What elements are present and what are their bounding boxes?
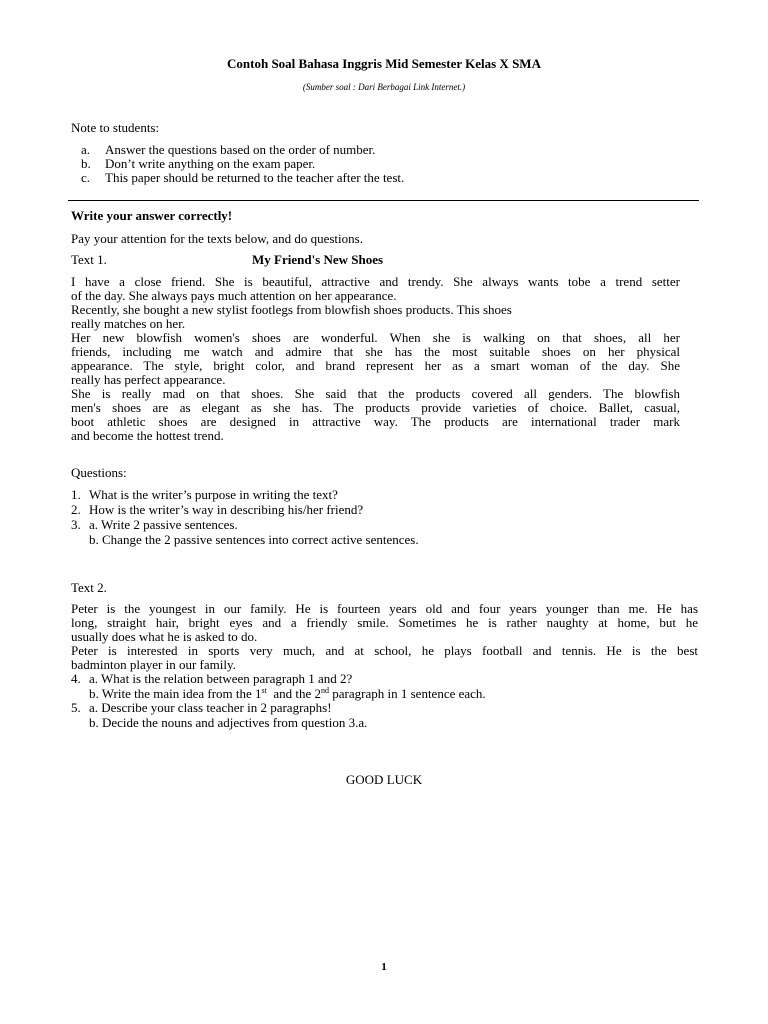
note-text: Don’t write anything on the exam paper. xyxy=(105,156,316,171)
text-line: Her new blowfish women's shoes are wonderful. When she is walking on that shoes, all her xyxy=(71,331,680,345)
attention-instruction: Pay your attention for the texts below, and do questions. xyxy=(71,231,363,246)
note-item xyxy=(81,157,404,171)
question-text: What is the writer’s purpose in writing the text? xyxy=(89,487,338,502)
questions-list-2 xyxy=(71,672,486,730)
source-note: (Sumber soal : Dari Berbagai Link Internet.) xyxy=(302,82,466,92)
question-number: 1. xyxy=(71,487,81,502)
question-number: 5. xyxy=(71,700,81,715)
question-4a xyxy=(71,672,486,687)
text-line: really matches on her. xyxy=(71,316,186,331)
question-2 xyxy=(71,503,419,518)
text1-label: Text 1. xyxy=(71,252,107,267)
question-text: and the 2 xyxy=(266,685,322,701)
text-line: of the day. She always pays much attention on her appearance. xyxy=(71,288,397,303)
text2-body xyxy=(71,602,698,672)
question-3b: b. Change the 2 passive sentences into correct active sentences. xyxy=(89,532,419,547)
question-5b: b. Decide the nouns and adjectives from question 3.a. xyxy=(89,714,368,730)
questions-list xyxy=(71,488,419,548)
document-title: Contoh Soal Bahasa Inggris Mid Semester Kelas X SMA xyxy=(227,56,541,71)
question-text: How is the writer’s way in describing his/her friend? xyxy=(89,502,364,517)
question-number: 3. xyxy=(71,517,81,532)
text-line: men's shoes are as elegant as she has. The products provide varieties of choice. Ballet, casual, xyxy=(71,401,680,415)
question-3a xyxy=(71,518,419,533)
text-line: really has perfect appearance. xyxy=(71,372,226,387)
note-marker: b. xyxy=(81,156,91,171)
question-text: a. Describe your class teacher in 2 paragraphs! xyxy=(89,700,332,715)
text-line: Recently, she bought a new stylist footlegs from blowfish shoes products. This shoes xyxy=(71,302,512,317)
question-number: 2. xyxy=(71,502,81,517)
text-line: Peter is the youngest in our family. He is fourteen years old and four years younger than me. He has xyxy=(71,602,698,616)
note-marker: c. xyxy=(81,170,91,185)
note-text: This paper should be returned to the teacher after the test. xyxy=(105,170,405,185)
text-line: She is really mad on that shoes. She said that the products covered all genders. The blowfish xyxy=(71,387,680,401)
superscript-nd: nd xyxy=(321,685,330,695)
divider-line xyxy=(68,200,699,201)
text-line: usually does what he is asked to do. xyxy=(71,629,258,644)
note-marker: a. xyxy=(81,142,91,157)
closing-text: GOOD LUCK xyxy=(345,772,423,787)
text-line: friends, including me watch and admire that she has the most suitable shoes on her physical xyxy=(71,345,680,359)
page-number: 1 xyxy=(381,961,387,973)
question-1 xyxy=(71,488,419,503)
note-item xyxy=(81,171,404,185)
note-text: Answer the questions based on the order of number. xyxy=(105,142,376,157)
text-line: Peter is interested in sports very much, and at school, he plays football and tennis. He is the best xyxy=(71,644,698,658)
question-text: b. Write the main idea from the 1 xyxy=(89,685,262,701)
text2-label: Text 2. xyxy=(71,580,107,595)
text-line: long, straight hair, bright eyes and a friendly smile. Sometimes he is rather naughty at home, but he xyxy=(71,616,698,630)
superscript-st: st xyxy=(261,685,267,695)
question-5a xyxy=(71,701,486,716)
note-list xyxy=(81,143,404,185)
question-text: paragraph in 1 sentence each. xyxy=(329,685,486,701)
questions-heading: Questions: xyxy=(71,465,127,480)
text-line: I have a close friend. She is beautiful, attractive and trendy. She always wants tobe a trend setter xyxy=(71,275,680,289)
text1-body xyxy=(71,275,680,443)
text-line: boot athletic shoes are designed in attractive way. The products are international trader mark xyxy=(71,415,680,429)
question-text: a. What is the relation between paragraph 1 and 2? xyxy=(89,671,353,686)
note-item xyxy=(81,143,404,157)
text1-title: My Friend's New Shoes xyxy=(252,252,384,267)
text-line: badminton player in our family. xyxy=(71,657,236,672)
question-number: 4. xyxy=(71,671,81,686)
text-line: appearance. The style, bright color, and brand represent her as a smart woman of the day. She xyxy=(71,359,680,373)
question-4b xyxy=(71,687,486,702)
main-instruction: Write your answer correctly! xyxy=(71,208,233,223)
text-line: and become the hottest trend. xyxy=(71,428,224,443)
note-heading: Note to students: xyxy=(71,120,160,135)
question-text: a. Write 2 passive sentences. xyxy=(89,517,238,532)
